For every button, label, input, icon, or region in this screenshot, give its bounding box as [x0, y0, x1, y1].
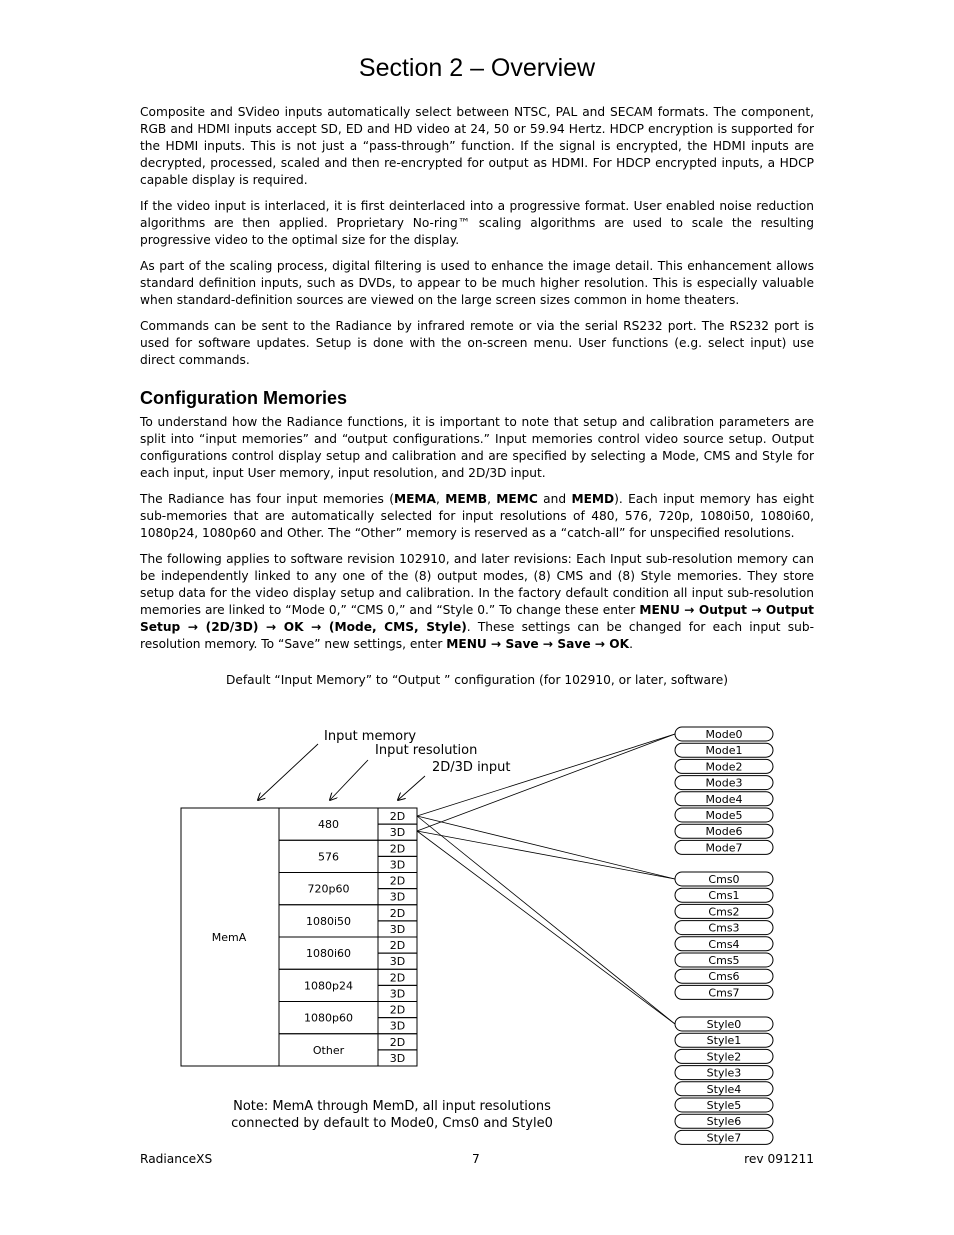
- connection-lines: [417, 734, 675, 1024]
- style-label: Style7: [706, 1131, 742, 1145]
- text-run: The following applies to software revision 102910, and later revisions: Each Input sub-resolution memory can be independently linked to any one of the (8) output modes, (8) CMS and (8) Style memories. They store setup data for the video display setup and calibration. In the factory default condition all input sub-resolution memories are linked to “Mode 0,” “CMS 0,” and “Style 0.” To change these enter: [140, 552, 814, 617]
- memory-label: MemA: [211, 931, 247, 944]
- text-run: ). Each input memory has eight sub-memories that are automatically selected for input resolutions of 480, 576, 720p, 1080i50, 1080i60, 1080p24, 1080p60 and Other. The “Other” memory is reserved as a “catch-all” for unspecified resolutions.: [140, 492, 814, 540]
- dimension-label: 2D: [389, 842, 406, 856]
- resolution-label: 576: [318, 850, 339, 864]
- callout-arrow: [258, 744, 318, 800]
- callout-arrow: [330, 760, 368, 800]
- dimension-column: [378, 808, 417, 1066]
- resolution-label: 1080i60: [305, 947, 352, 961]
- dimension-label: 2D: [389, 1003, 406, 1017]
- resolution-label: 480: [318, 818, 339, 832]
- page-title: Section 2 – Overview: [358, 54, 596, 82]
- mode-label: Mode1: [705, 744, 743, 758]
- paragraph-scaling: As part of the scaling process, digital filtering is used to enhance the image detail. This enhancement allows standard definition inputs, such as DVDs, to appear to be much higher resolution. This is especially valuable when standard-definition sources are viewed on the large screen sizes common in home theaters.: [140, 259, 814, 307]
- text-run: The Radiance has four input memories (: [140, 492, 394, 506]
- dimension-label: 3D: [389, 955, 406, 969]
- resolution-label: Other: [312, 1043, 345, 1057]
- mode-label: Mode6: [705, 825, 743, 839]
- cms-label: Cms3: [708, 921, 740, 935]
- mode-label: Mode5: [705, 809, 743, 822]
- dimension-label: 3D: [389, 1019, 406, 1033]
- style-label: Style3: [706, 1066, 742, 1080]
- cms-list: [675, 872, 773, 999]
- bold-run: MENU → Save → Save → OK: [446, 637, 630, 651]
- resolution-label: 1080p24: [304, 979, 353, 993]
- dimension-label: 2D: [389, 939, 406, 953]
- diagram-note-line1: Note: MemA through MemD, all input resolutions: [233, 1099, 551, 1114]
- dimension-label: 3D: [389, 890, 406, 904]
- callout-input-memory: Input memory: [324, 729, 417, 744]
- dimension-label: 2D: [389, 1035, 406, 1049]
- dimension-label: 3D: [389, 1051, 406, 1065]
- bold-run: MEMD: [571, 492, 615, 506]
- figure-caption: Default “Input Memory” to “Output ” configuration (for 102910, or later, software): [226, 673, 728, 687]
- section-heading: Configuration Memories: [140, 388, 348, 408]
- dimension-label: 2D: [389, 810, 406, 824]
- paragraph-inputs: Composite and SVideo inputs automatically select between NTSC, PAL and SECAM formats. The component, RGB and HDMI inputs accept SD, ED and HD video at 24, 50 or 59.94 Hertz. HDCP encryption is supported for the HDMI inputs. This is not just a “pass-through” function. If the signal is encrypted, the HDMI inputs are decrypted, processed, scaled and then re-encrypted for output as HDMI. For HDCP encrypted inputs, a HDCP capable display is required.: [140, 105, 814, 187]
- bold-run: MEMC: [496, 492, 538, 506]
- footer-page-number: 7: [472, 1152, 480, 1166]
- cms-label: Cms7: [708, 986, 740, 1000]
- resolution-label: 720p60: [307, 882, 350, 896]
- cms-label: Cms6: [708, 970, 740, 984]
- footer-revision: rev 091211: [744, 1152, 814, 1166]
- diagram-note-line2: connected by default to Mode0, Cms0 and Style0: [231, 1116, 553, 1131]
- connection-line: [417, 831, 675, 1024]
- paragraph-config-intro: To understand how the Radiance functions, it is important to note that setup and calibration parameters are split into “input memories” and “output configurations.” Input memories control video source setup. Output configurations control display setup and calibration and are specified by selecting a Mode, CMS and Style for each input, input User memory, input resolution, and 2D/3D input.: [140, 415, 814, 480]
- callout-input-resolution: Input resolution: [375, 743, 478, 758]
- dimension-label: 2D: [389, 906, 406, 920]
- callout-2d3d-input: 2D/3D input: [432, 760, 511, 775]
- callout-arrow: [398, 776, 425, 800]
- paragraph-deinterlace: If the video input is interlaced, it is first deinterlaced into a progressive format. User enabled noise reduction algorithms are then applied. Proprietary No-ring™ scaling algorithms are used to scale the resulting progressive video to the optimal size for the display.: [140, 199, 814, 247]
- resolution-column: [279, 808, 378, 1066]
- cms-label: Cms1: [708, 889, 740, 903]
- mode-label: Mode4: [705, 792, 743, 806]
- bold-run: MEMB: [445, 492, 488, 506]
- mode-label: Mode2: [705, 760, 743, 774]
- dimension-label: 3D: [389, 858, 406, 872]
- style-label: Style1: [706, 1034, 742, 1048]
- resolution-label: 1080p60: [304, 1011, 353, 1025]
- text-run: ,: [435, 492, 446, 506]
- style-list: [675, 1017, 773, 1144]
- text-run: ,: [487, 492, 497, 506]
- connection-line: [417, 831, 675, 879]
- style-label: Style5: [706, 1099, 742, 1112]
- mode-label: Mode3: [705, 776, 743, 790]
- text-run: and: [537, 492, 572, 506]
- cms-label: Cms4: [708, 937, 740, 951]
- mode-label: Mode7: [705, 841, 743, 855]
- cms-label: Cms0: [708, 873, 740, 886]
- cms-label: Cms5: [708, 954, 740, 967]
- style-label: Style4: [706, 1082, 742, 1096]
- text-run: . These settings can be changed for each input sub-resolution memory. To “Save” new settings, enter: [140, 620, 814, 651]
- cms-label: Cms2: [708, 905, 740, 919]
- resolution-label: 1080i50: [305, 914, 352, 928]
- dimension-label: 2D: [389, 874, 406, 888]
- style-label: Style6: [706, 1115, 742, 1129]
- dimension-label: 2D: [389, 971, 406, 985]
- dimension-label: 3D: [389, 987, 406, 1001]
- footer-product: RadianceXS: [140, 1152, 213, 1166]
- dimension-label: 3D: [389, 826, 406, 840]
- bold-run: MENU → Output → Output Setup → (2D/3D) → OK → (Mode, CMS, Style): [140, 603, 815, 634]
- mode-list: [675, 727, 773, 854]
- mode-label: Mode0: [705, 728, 743, 741]
- bold-run: MEMA: [393, 492, 436, 506]
- paragraph-commands: Commands can be sent to the Radiance by infrared remote or via the serial RS232 port. The RS232 port is used for software updates. Setup is done with the on-screen menu. User functions (e.g. select input) use direct commands.: [140, 319, 814, 367]
- style-label: Style2: [706, 1050, 742, 1064]
- dimension-label: 3D: [389, 922, 406, 936]
- text-run: .: [629, 637, 633, 651]
- style-label: Style0: [706, 1018, 742, 1031]
